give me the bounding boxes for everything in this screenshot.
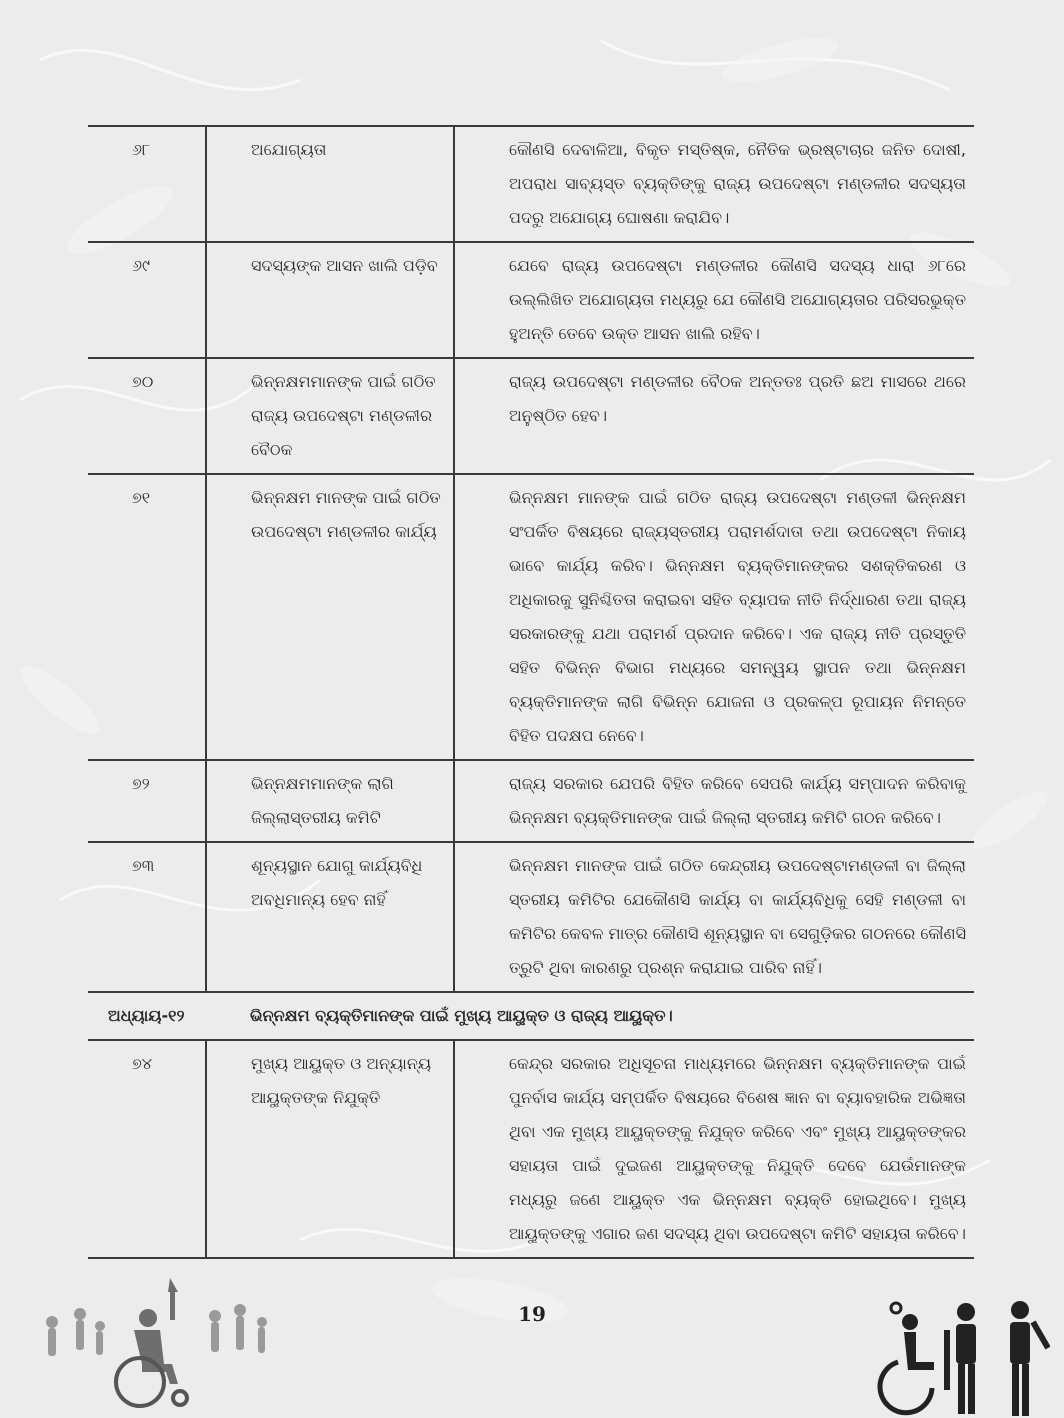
section-number: ୬୮ [88, 126, 206, 242]
section-body: ରାଜ୍ୟ ଉପଦେଷ୍ଟା ମଣ୍ଡଳୀର ବୈଠକ ଅନ୍ତତଃ ପ୍ରତି ଛଅ ମାସରେ ଥରେ ଅନୁଷ୍ଠିତ ହେବ। [454, 358, 974, 474]
section-number: ୭୩ [88, 842, 206, 992]
section-title: ଶୂନ୍ୟସ୍ଥାନ ଯୋଗୁ କାର୍ଯ୍ୟବିଧି ଅବଧିମାନ୍ୟ ହେବ ନାହିଁ [206, 842, 454, 992]
section-title: ସଦସ୍ୟଙ୍କ ଆସନ ଖାଲି ପଡ଼ିବ [206, 242, 454, 358]
section-title: ମୁଖ୍ୟ ଆୟୁକ୍ତ ଓ ଅନ୍ୟାନ୍ୟ ଆୟୁକ୍ତଙ୍କ ନିଯୁକ୍ତି [206, 1040, 454, 1258]
section-body: ଯେବେ ରାଜ୍ୟ ଉପଦେଷ୍ଟା ମଣ୍ଡଳୀର କୌଣସି ସଦସ୍ୟ ଧାରା ୬୮ରେ ଉଲ୍ଲିଖିତ ଅଯୋଗ୍ୟତା ମଧ୍ୟରୁ ଯେ କୌଣସି ଅଯୋଗ୍ୟତାର ପରିସରଭୁକ୍ତ ହୁଅନ୍ତି ତେବେ ଉକ୍ତ ଆସନ ଖାଲି ରହିବ। [454, 242, 974, 358]
section-title: ଭିନ୍ନକ୍ଷମମାନଙ୍କ ଲାଗି ଜିଲ୍ଲାସ୍ତରୀୟ କମିଟି [206, 760, 454, 842]
section-number: ୬୯ [88, 242, 206, 358]
page-number: 19 [518, 1302, 546, 1326]
section-body: ରାଜ୍ୟ ସରକାର ଯେପରି ବିହିତ କରିବେ ସେପରି କାର୍ଯ୍ୟ ସମ୍ପାଦନ କରିବାକୁ ଭିନ୍ନକ୍ଷମ ବ୍ୟକ୍ତିମାନଙ୍କ ପାଇଁ ଜିଲ୍ଲା ସ୍ତରୀୟ କମିଟି ଗଠନ କରିବେ। [454, 760, 974, 842]
table-row [88, 126, 974, 242]
section-title: ଭିନ୍ନକ୍ଷମ ମାନଙ୍କ ପାଇଁ ଗଠିତ ଉପଦେଷ୍ଟା ମଣ୍ଡଳୀର କାର୍ଯ୍ୟ [206, 474, 454, 760]
chapter-heading-row [88, 992, 974, 1040]
table-row [88, 842, 974, 992]
section-number: ୭୧ [88, 474, 206, 760]
section-body: ଭିନ୍ନକ୍ଷମ ମାନଙ୍କ ପାଇଁ ଗଠିତ କେନ୍ଦ୍ରୀୟ ଉପଦେଷ୍ଟାମଣ୍ଡଳୀ ବା ଜିଲ୍ଲା ସ୍ତରୀୟ କମିଟିର ଯେକୌଣସି କାର୍ଯ୍ୟ ବା କାର୍ଯ୍ୟବିଧିକୁ ସେହି ମଣ୍ଡଳୀ ବା କମିଟିର କେବଳ ମାତ୍ର କୌଣସି ଶୂନ୍ୟସ୍ଥାନ ବା ସେଗୁଡ଼ିକର ଗଠନରେ କୌଣସି ତ୍ରୁଟି ଥିବା କାରଣରୁ ପ୍ରଶ୍ନ କରାଯାଇ ପାରିବ ନାହିଁ। [454, 842, 974, 992]
wheelchair-crowd-illustration [30, 1270, 280, 1410]
section-body: ଭିନ୍ନକ୍ଷମ ମାନଙ୍କ ପାଇଁ ଗଠିତ ରାଜ୍ୟ ଉପଦେଷ୍ଟା ମଣ୍ଡଳୀ ଭିନ୍ନକ୍ଷମ ସଂପର୍କିତ ବିଷୟରେ ରାଜ୍ୟସ୍ତରୀୟ ପରାମର୍ଶଦାତା ତଥା ଉପଦେଷ୍ଟା ନିକାୟ ଭାବେ କାର୍ଯ୍ୟ କରିବ। ଭିନ୍ନକ୍ଷମ ବ୍ୟକ୍ତିମାନଙ୍କର ସଶକ୍ତିକରଣ ଓ ଅଧିକାରକୁ ସୁନିଶ୍ଚିତତା କରାଇବା ସହିତ ବ୍ୟାପକ ନୀତି ନିର୍ଦ୍ଧାରଣ ତଥା ରାଜ୍ୟ ସରକାରଙ୍କୁ ଯଥା ପରାମର୍ଶ ପ୍ରଦାନ କରିବେ। ଏକ ରାଜ୍ୟ ନୀତି ପ୍ରସ୍ତୁତି ସହିତ ବିଭିନ୍ନ ବିଭାଗ ମଧ୍ୟରେ ସମନ୍ୱୟ ସ୍ଥାପନ ତଥା ଭିନ୍ନକ୍ଷମ ବ୍ୟକ୍ତିମାନଙ୍କ ଲାଗି ବିଭିନ୍ନ ଯୋଜନା ଓ ପ୍ରକଳ୍ପ ରୂପାୟନ ନିମନ୍ତେ ବିହିତ ପଦକ୍ଷପ ନେବେ। [454, 474, 974, 760]
section-title: ଅଯୋଗ୍ୟତା [206, 126, 454, 242]
chapter-label: ଅଧ୍ୟାୟ-୧୨ [88, 992, 206, 1040]
table-row [88, 358, 974, 474]
table-row [88, 1040, 974, 1258]
chapter-title: ଭିନ୍ନକ୍ଷମ ବ୍ୟକ୍ତିମାନଙ୍କ ପାଇଁ ମୁଖ୍ୟ ଆୟୁକ୍ତ ଓ ରାଜ୍ୟ ଆୟୁକ୍ତ। [206, 992, 974, 1040]
accessibility-figures-icon [870, 1300, 1050, 1418]
table-row [88, 242, 974, 358]
section-title: ଭିନ୍ନକ୍ଷମମାନଙ୍କ ପାଇଁ ଗଠିତ ରାଜ୍ୟ ଉପଦେଷ୍ଟା ମଣ୍ଡଳୀର ବୈଠକ [206, 358, 454, 474]
section-body: କେନ୍ଦ୍ର ସରକାର ଅଧିସୂଚନା ମାଧ୍ୟମରେ ଭିନ୍ନକ୍ଷମ ବ୍ୟକ୍ତିମାନଙ୍କ ପାଇଁ ପୁନର୍ବାସ କାର୍ଯ୍ୟ ସମ୍ପର୍କିତ ବିଷୟରେ ବିଶେଷ ଜ୍ଞାନ ବା ବ୍ୟାବହାରିକ ଅଭିଜ୍ଞତା ଥିବା ଏକ ମୁଖ୍ୟ ଆୟୁକ୍ତଙ୍କୁ ନିଯୁକ୍ତ କରିବେ ଏବଂ ମୁଖ୍ୟ ଆୟୁକ୍ତଙ୍କର ସହାୟତା ପାଇଁ ଦୁଇଜଣ ଆୟୁକ୍ତଙ୍କୁ ନିଯୁକ୍ତି ଦେବେ ଯେଉଁମାନଙ୍କ ମଧ୍ୟରୁ ଜଣେ ଆୟୁକ୍ତ ଏକ ଭିନ୍ନକ୍ଷମ ବ୍ୟକ୍ତି ହୋଇଥିବେ। ମୁଖ୍ୟ ଆୟୁକ୍ତଙ୍କୁ ଏଗାର ଜଣ ସଦସ୍ୟ ଥିବା ଉପଦେଷ୍ଟା କମିଟି ସହାୟତା କରିବେ। [454, 1040, 974, 1258]
section-number: ୭୦ [88, 358, 206, 474]
table-row [88, 760, 974, 842]
section-number: ୭୨ [88, 760, 206, 842]
section-number: ୭୪ [88, 1040, 206, 1258]
provisions-table [88, 125, 974, 1259]
section-body: କୌଣସି ଦେବାଳିଆ, ବିକୃତ ମସ୍ତିଷ୍କ, ନୈତିକ ଭ୍ରଷ୍ଟାଚାର ଜନିତ ଦୋଷୀ, ଅପରାଧ ସାବ୍ୟସ୍ତ ବ୍ୟକ୍ତିଙ୍କୁ ରାଜ୍ୟ ଉପଦେଷ୍ଟା ମଣ୍ଡଳୀର ସଦସ୍ୟତା ପଦରୁ ଅଯୋଗ୍ୟ ଘୋଷଣା କରାଯିବ। [454, 126, 974, 242]
table-row [88, 474, 974, 760]
